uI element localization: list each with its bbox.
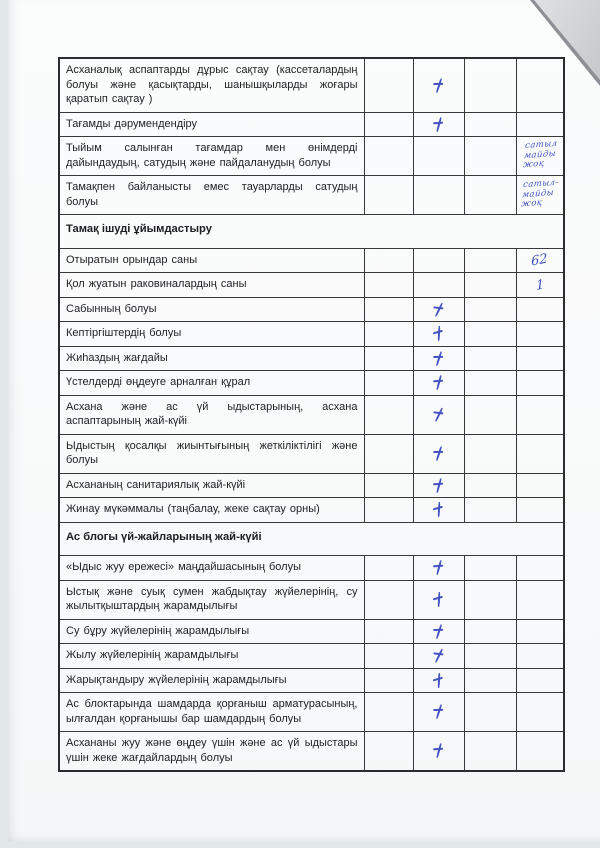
handwritten-checkmark-icon: [430, 405, 446, 423]
mark-cell: [516, 434, 564, 473]
mark-cell: [413, 732, 464, 772]
table-row: [59, 693, 564, 732]
handwritten-checkmark-icon: [431, 591, 446, 608]
table-row: [59, 176, 564, 215]
mark-cell: [364, 395, 413, 434]
handwritten-checkmark-icon: [431, 77, 445, 93]
mark-cell: [364, 434, 413, 473]
mark-cell: [464, 434, 516, 473]
mark-cell: [364, 137, 413, 176]
handwritten-checkmark-icon: [432, 116, 446, 132]
mark-cell: [516, 112, 564, 137]
handwritten-checkmark-icon: [431, 325, 446, 342]
mark-cell: [413, 395, 464, 434]
mark-cell: [364, 297, 413, 322]
mark-cell: [464, 619, 516, 644]
mark-cell: [464, 644, 516, 669]
mark-cell: [364, 273, 413, 298]
item-text: Жылу жүйелерінің жарамдылығы: [59, 644, 364, 669]
mark-cell: [516, 395, 564, 434]
mark-cell: [413, 556, 464, 581]
table-row: [59, 273, 564, 298]
mark-cell: [364, 176, 413, 215]
mark-cell: [364, 693, 413, 732]
item-text: Кептіргіштердің болуы: [59, 322, 364, 347]
mark-cell: [364, 619, 413, 644]
mark-cell: [516, 556, 564, 581]
table-row: [59, 473, 564, 498]
item-text: Су бұру жүйелерінің жарамдылығы: [59, 619, 364, 644]
handwritten-checkmark-icon: [431, 445, 445, 461]
item-text: Асхана және ас үй ыдыстарының, асхана аспаптарының жай-күйі: [59, 395, 364, 434]
mark-cell: [364, 668, 413, 693]
mark-cell: [464, 137, 516, 176]
table-row: [59, 556, 564, 581]
item-text: Ас блоктарында шамдарда қорғаныш арматурасының, ылғалдан қорғанышы бар шамдардың болуы: [59, 693, 364, 732]
table-row: [59, 248, 564, 273]
mark-cell: [413, 668, 464, 693]
handwritten-checkmark-icon: [432, 477, 446, 493]
table-row: [59, 58, 564, 112]
mark-cell: [413, 322, 464, 347]
mark-cell: [364, 112, 413, 137]
handwritten-number: 1: [535, 276, 545, 294]
mark-cell: [413, 371, 464, 396]
mark-cell: [516, 297, 564, 322]
table-row: [59, 434, 564, 473]
mark-cell: [364, 58, 413, 112]
mark-cell: [413, 644, 464, 669]
mark-cell: [413, 58, 464, 112]
mark-cell: [413, 112, 464, 137]
section-row: [59, 215, 564, 249]
item-text: «Ыдыс жуу ережесі» маңдайшасының болуы: [59, 556, 364, 581]
item-text: Тағамды дәрумендендіру: [59, 112, 364, 137]
item-text: Отыратын орындар саны: [59, 248, 364, 273]
mark-cell: [464, 395, 516, 434]
item-text: Ыстық және суық сумен жабдықтау жүйелерінің, су жылытқыштардың жарамдылығы: [59, 580, 364, 619]
mark-cell: [464, 248, 516, 273]
mark-cell: [516, 473, 564, 498]
mark-cell: [516, 644, 564, 669]
table-row: [59, 112, 564, 137]
mark-cell: [364, 371, 413, 396]
mark-cell: [464, 273, 516, 298]
item-text: Жиһаздың жағдайы: [59, 346, 364, 371]
mark-cell: [364, 248, 413, 273]
item-text: Ыдыстың қосалқы жиынтығының жеткіліктілігі және болуы: [59, 434, 364, 473]
mark-cell: [464, 732, 516, 772]
mark-cell: [413, 137, 464, 176]
mark-cell: [516, 371, 564, 396]
table-row: [59, 619, 564, 644]
handwritten-checkmark-icon: [430, 647, 446, 665]
handwritten-checkmark-icon: [431, 704, 445, 720]
item-text: Сабынның болуы: [59, 297, 364, 322]
handwritten-note: сатыл- майды жоқ: [520, 177, 560, 210]
mark-cell: [413, 473, 464, 498]
mark-cell: [516, 58, 564, 112]
handwritten-checkmark-icon: [431, 350, 445, 366]
handwritten-note: сатыл майды жоқ: [522, 138, 558, 171]
mark-cell: [516, 619, 564, 644]
mark-cell: [364, 346, 413, 371]
table-row: [59, 668, 564, 693]
mark-cell: [464, 346, 516, 371]
mark-cell: [413, 176, 464, 215]
mark-cell: [516, 732, 564, 772]
mark-cell: [364, 732, 413, 772]
table-row: [59, 395, 564, 434]
mark-cell: [516, 693, 564, 732]
item-text: Тыйым салынған тағамдар мен өнімдерді дайындаудың, сатудың және пайдаланудың болуы: [59, 137, 364, 176]
mark-cell: [516, 580, 564, 619]
mark-cell: [364, 580, 413, 619]
table-row: [59, 732, 564, 772]
section-title: Ас блогы үй-жайларының жай-күйі: [59, 522, 564, 556]
mark-cell: [464, 473, 516, 498]
handwritten-checkmark-icon: [432, 743, 446, 759]
mark-cell: [413, 580, 464, 619]
table-row: [59, 371, 564, 396]
mark-cell: [364, 556, 413, 581]
item-text: Үстелдерді өңдеуге арналған құрал: [59, 371, 364, 396]
mark-cell: [464, 322, 516, 347]
section-title: Тамақ ішуді ұйымдастыру: [59, 215, 564, 249]
table-row: [59, 322, 564, 347]
mark-cell: [464, 297, 516, 322]
mark-cell: [516, 273, 564, 298]
checklist-table: [58, 57, 565, 772]
item-text: Тамақпен байланысты емес тауарларды сатудың болуы: [59, 176, 364, 215]
scanned-page: [8, 0, 600, 841]
mark-cell: [464, 693, 516, 732]
item-text: Жинау мүкәммалы (таңбалау, жеке сақтау орны): [59, 498, 364, 523]
mark-cell: [413, 346, 464, 371]
mark-cell: [464, 498, 516, 523]
mark-cell: [464, 112, 516, 137]
mark-cell: [464, 371, 516, 396]
mark-cell: [516, 498, 564, 523]
mark-cell: [516, 322, 564, 347]
section-row: [59, 522, 564, 556]
mark-cell: [413, 273, 464, 298]
handwritten-checkmark-icon: [431, 501, 446, 518]
mark-cell: [516, 668, 564, 693]
mark-cell: [464, 556, 516, 581]
mark-cell: [464, 580, 516, 619]
item-text: Қол жуатын раковиналардың саны: [59, 273, 364, 298]
checklist-body: [59, 58, 564, 771]
mark-cell: [464, 58, 516, 112]
table-row: [59, 346, 564, 371]
handwritten-checkmark-icon: [431, 672, 446, 689]
mark-cell: [413, 498, 464, 523]
item-text: Жарықтандыру жүйелерінің жарамдылығы: [59, 668, 364, 693]
mark-cell: [364, 322, 413, 347]
item-text: Асхананы жуу және өңдеу үшін және ас үй ыдыстары үшін жеке жағдайлардың болуы: [59, 732, 364, 772]
mark-cell: [413, 434, 464, 473]
mark-cell: [516, 346, 564, 371]
mark-cell: [464, 176, 516, 215]
mark-cell: [464, 668, 516, 693]
table-row: [59, 137, 564, 176]
mark-cell: [364, 498, 413, 523]
handwritten-checkmark-icon: [432, 560, 446, 576]
mark-cell: [413, 248, 464, 273]
table-row: [59, 297, 564, 322]
mark-cell: [516, 248, 564, 273]
handwritten-checkmark-icon: [432, 375, 446, 391]
table-row: [59, 644, 564, 669]
mark-cell: [516, 176, 564, 215]
table-row: [59, 580, 564, 619]
handwritten-number: 62: [531, 251, 549, 270]
mark-cell: [364, 473, 413, 498]
item-text: Асхананың санитариялық жай-күйі: [59, 473, 364, 498]
mark-cell: [364, 644, 413, 669]
mark-cell: [516, 137, 564, 176]
mark-cell: [413, 693, 464, 732]
handwritten-checkmark-icon: [431, 623, 445, 639]
mark-cell: [413, 297, 464, 322]
table-row: [59, 498, 564, 523]
handwritten-checkmark-icon: [430, 300, 446, 318]
mark-cell: [413, 619, 464, 644]
item-text: Асханалық аспаптарды дұрыс сақтау (кассеталардың болуы және қасықтарды, шанышқыларды жоғары қаратып сақтау ): [59, 58, 364, 112]
